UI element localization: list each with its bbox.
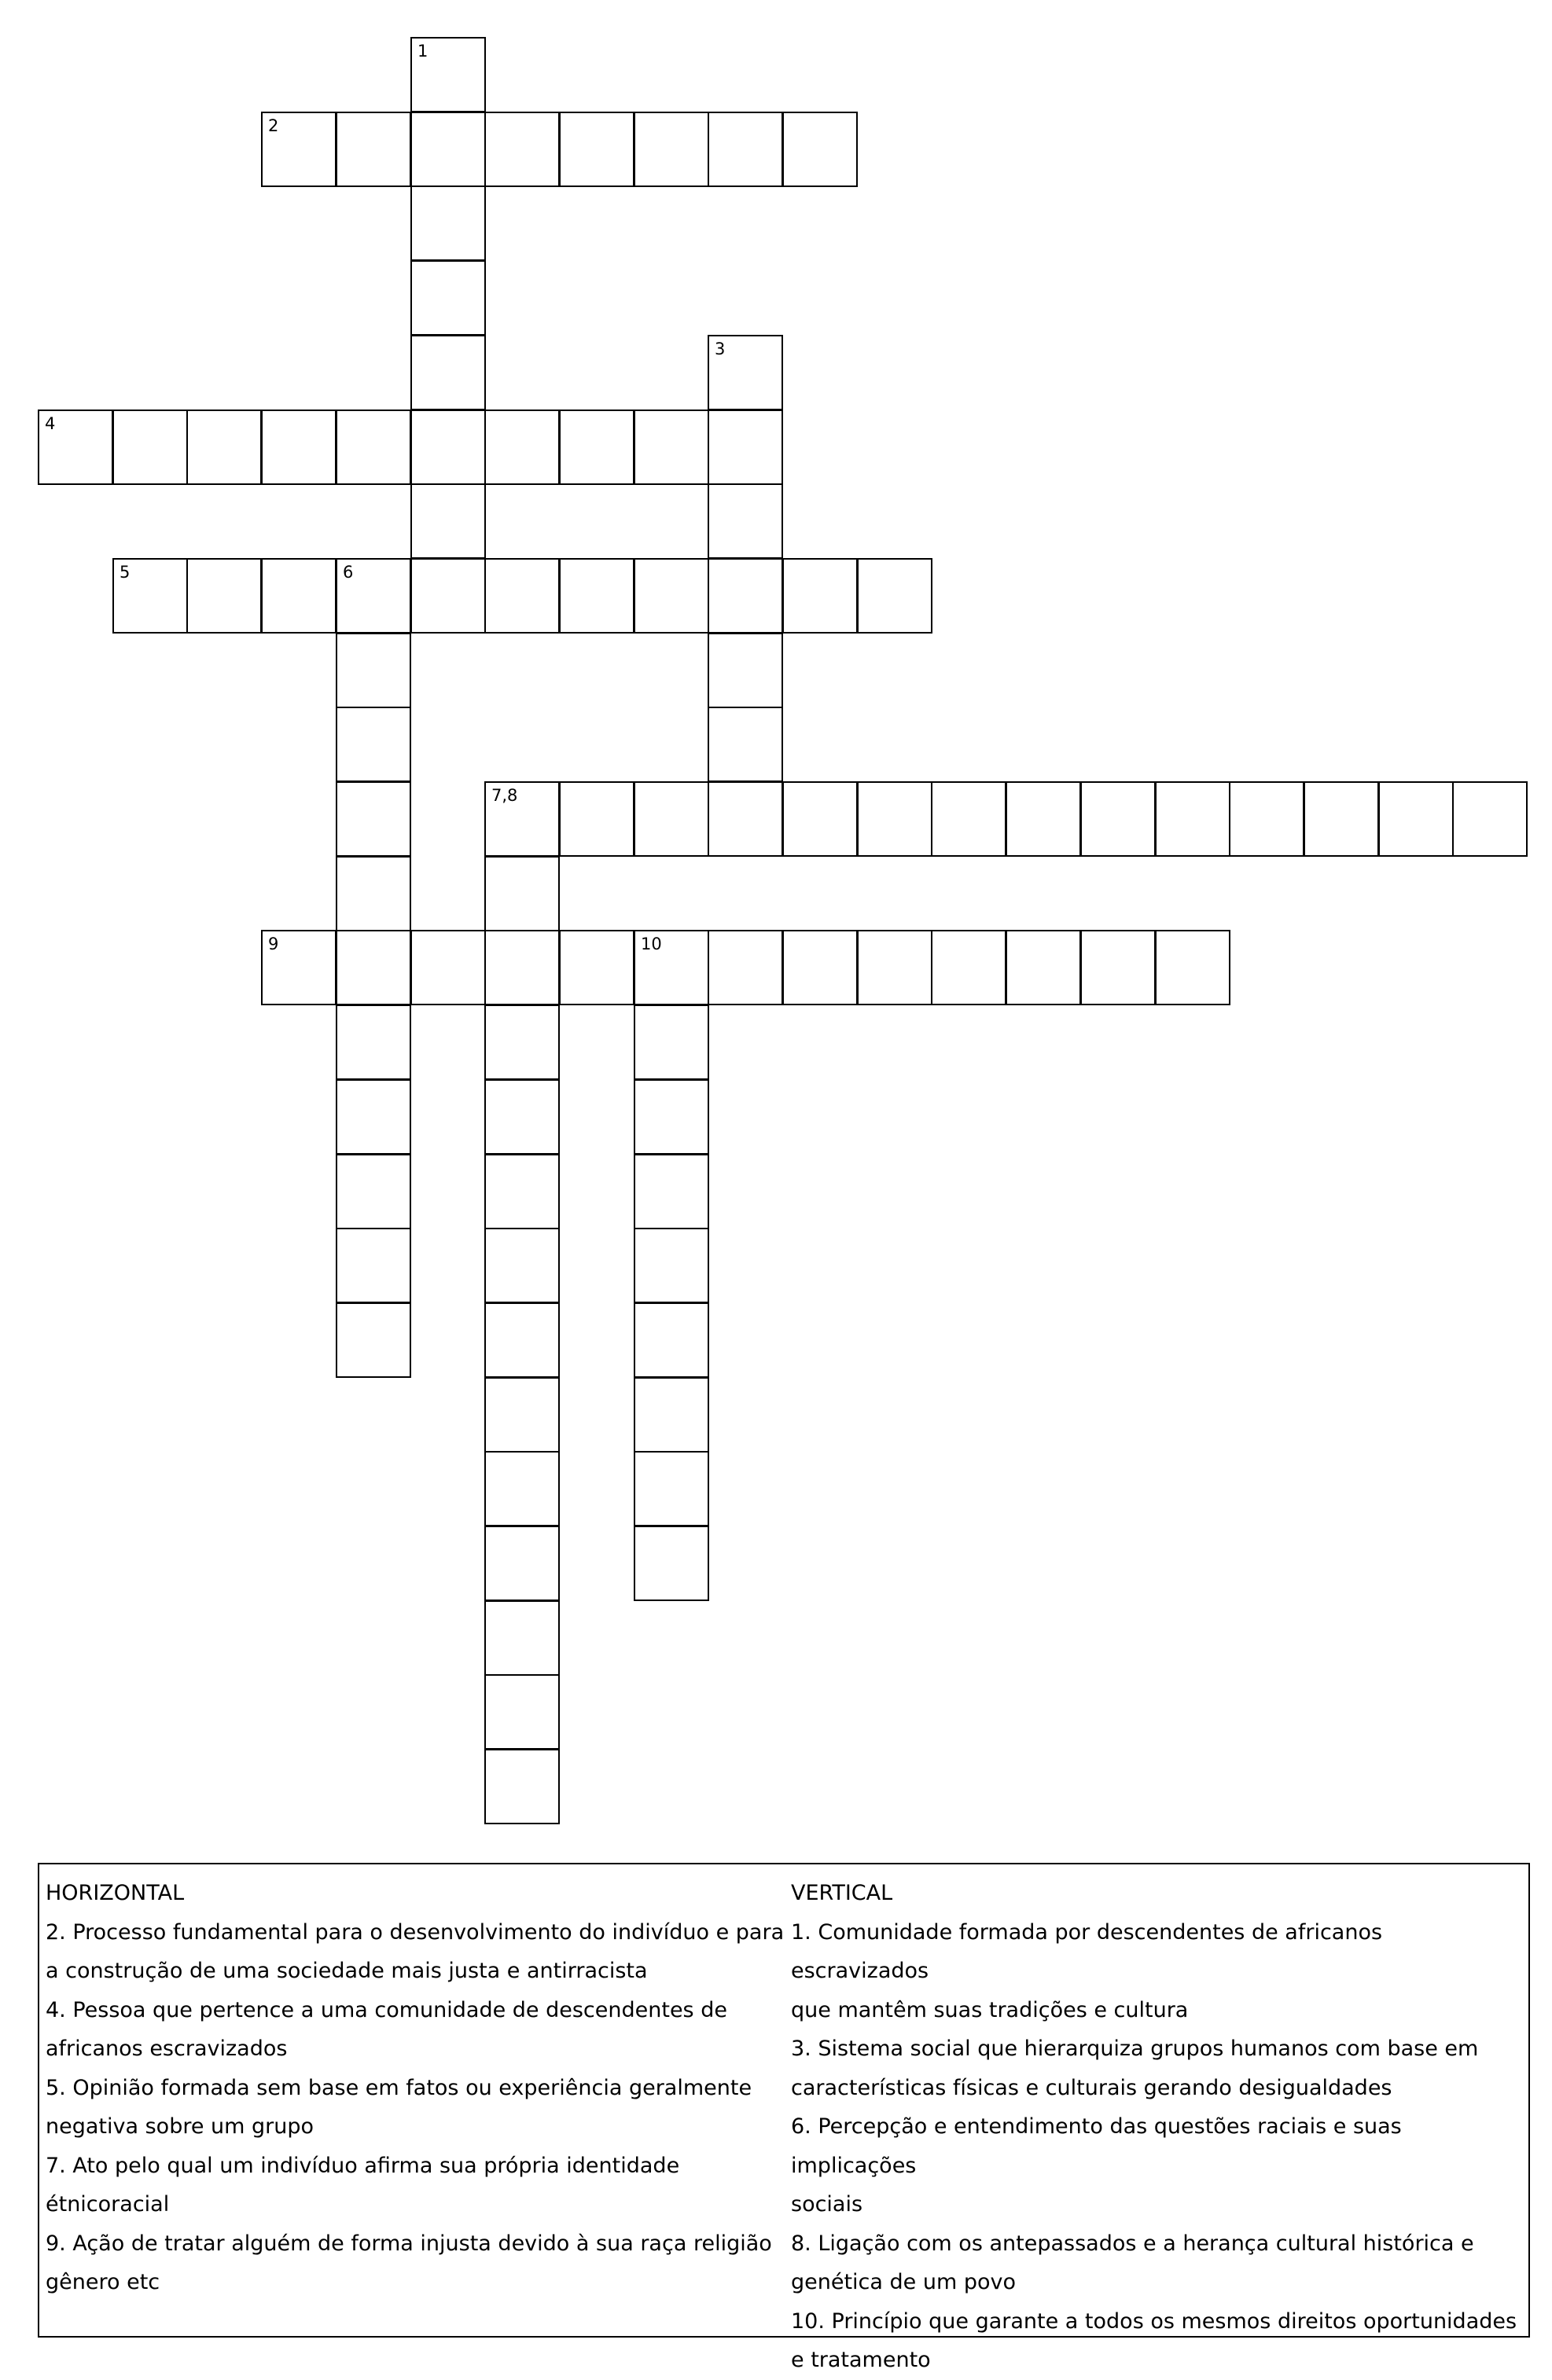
clue-line: gênero etc [46, 2270, 160, 2294]
clue-line: 4. Pessoa que pertence a uma comunidade de descendentes de [46, 1997, 727, 2022]
clue-line: a construção de uma sociedade mais justa e antirracista [46, 1959, 648, 1983]
grid-cell[interactable] [1452, 781, 1528, 857]
grid-cell[interactable] [484, 1154, 560, 1229]
grid-cell[interactable] [634, 781, 709, 857]
grid-cell[interactable] [1155, 781, 1230, 857]
grid-cell[interactable] [38, 410, 113, 485]
grid-cell[interactable] [484, 1377, 560, 1453]
clue-line: 10. Princípio que garante a todos os mesmos direitos oportunidades [791, 2308, 1517, 2334]
grid-cell[interactable] [484, 1302, 560, 1378]
grid-cell[interactable] [634, 1302, 709, 1378]
grid-cell[interactable] [186, 410, 262, 485]
grid-cell[interactable] [484, 558, 560, 634]
clue-line: étnicoracial [46, 2192, 170, 2217]
grid-cell[interactable] [559, 112, 634, 187]
clue-line: negativa sobre um grupo [46, 2114, 314, 2139]
clue-line: 6. Percepção e entendimento das questões raciais e suas implicações [791, 2114, 1402, 2178]
clue-number: 9 [268, 935, 279, 953]
grid-cell[interactable] [1006, 781, 1081, 857]
grid-cell[interactable] [112, 410, 188, 485]
grid-cell[interactable] [559, 558, 634, 634]
grid-cell[interactable] [1006, 930, 1081, 1005]
clue-number: 6 [343, 563, 354, 582]
clue-line: e tratamento [791, 2348, 931, 2372]
grid-cell[interactable] [708, 781, 783, 857]
grid-cell[interactable] [1304, 781, 1379, 857]
grid-cell[interactable] [634, 1451, 709, 1526]
clue-line: características físicas e culturais gerando desigualdades [791, 2075, 1392, 2100]
clue-line: 7. Ato pelo qual um indivíduo afirma sua própria identidade [46, 2153, 680, 2178]
grid-cell[interactable] [782, 781, 858, 857]
grid-cell[interactable] [410, 558, 486, 634]
grid-cell[interactable] [1378, 781, 1454, 857]
grid-cell[interactable] [336, 633, 411, 708]
grid-cell[interactable] [336, 558, 411, 634]
vertical-clues [791, 1874, 1524, 2380]
grid-cell[interactable] [410, 37, 486, 112]
grid-cell[interactable] [708, 112, 783, 187]
grid-cell[interactable] [261, 410, 337, 485]
grid-cell[interactable] [782, 930, 858, 1005]
clue-number: 1 [417, 42, 428, 61]
grid-cell[interactable] [1229, 781, 1304, 857]
grid-cell[interactable] [634, 1526, 709, 1601]
grid-cell[interactable] [484, 410, 560, 485]
grid-cell[interactable] [1155, 930, 1230, 1005]
grid-cell[interactable] [634, 558, 709, 634]
grid-cell[interactable] [484, 1005, 560, 1080]
grid-cell[interactable] [857, 930, 932, 1005]
grid-cell[interactable] [1080, 930, 1156, 1005]
grid-cell[interactable] [186, 558, 262, 634]
grid-cell[interactable] [410, 112, 486, 187]
grid-cell[interactable] [484, 930, 560, 1005]
grid-cell[interactable] [931, 781, 1006, 857]
clue-line: 5. Opinião formada sem base em fatos ou experiência geralmente [46, 2075, 752, 2100]
grid-cell[interactable] [708, 483, 783, 559]
grid-cell[interactable] [634, 410, 709, 485]
clue-number: 4 [45, 414, 56, 433]
grid-cell[interactable] [857, 781, 932, 857]
grid-cell[interactable] [484, 856, 560, 931]
grid-cell[interactable] [931, 930, 1006, 1005]
vertical-title: VERTICAL [791, 1881, 893, 1905]
grid-cell[interactable] [559, 410, 634, 485]
grid-cell[interactable] [261, 930, 337, 1005]
grid-cell[interactable] [708, 633, 783, 708]
grid-cell[interactable] [708, 410, 783, 485]
horizontal-title: HORIZONTAL [46, 1881, 185, 1905]
grid-cell[interactable] [484, 1600, 560, 1676]
grid-cell[interactable] [634, 1228, 709, 1303]
grid-cell[interactable] [634, 1154, 709, 1229]
grid-cell[interactable] [484, 1451, 560, 1526]
grid-cell[interactable] [634, 1377, 709, 1453]
clue-line: genética de um povo [791, 2270, 1017, 2294]
clue-line: africanos escravizados [46, 2037, 288, 2061]
clue-line: 2. Processo fundamental para o desenvolvimento do indivíduo e para [46, 1919, 785, 1945]
grid-cell[interactable] [708, 558, 783, 634]
grid-cell[interactable] [484, 1674, 560, 1750]
grid-cell[interactable] [336, 707, 411, 782]
grid-cell[interactable] [336, 1302, 411, 1378]
grid-cell[interactable] [410, 930, 486, 1005]
grid-cell[interactable] [261, 558, 337, 634]
grid-cell[interactable] [484, 1079, 560, 1155]
grid-cell[interactable] [336, 781, 411, 857]
grid-cell[interactable] [782, 558, 858, 634]
grid-cell[interactable] [857, 558, 932, 634]
clue-number: 2 [268, 116, 279, 135]
grid-cell[interactable] [336, 1005, 411, 1080]
grid-cell[interactable] [708, 335, 783, 410]
grid-cell[interactable] [336, 1228, 411, 1303]
grid-cell[interactable] [336, 1154, 411, 1229]
grid-cell[interactable] [410, 483, 486, 559]
clue-number: 7,8 [491, 786, 518, 805]
grid-cell[interactable] [559, 930, 634, 1005]
grid-cell[interactable] [1080, 781, 1156, 857]
grid-cell[interactable] [484, 1526, 560, 1601]
grid-cell[interactable] [484, 781, 560, 857]
grid-cell[interactable] [634, 930, 709, 1005]
grid-cell[interactable] [782, 112, 858, 187]
grid-cell[interactable] [634, 112, 709, 187]
grid-cell[interactable] [112, 558, 188, 634]
grid-cell[interactable] [484, 112, 560, 187]
grid-cell[interactable] [261, 112, 337, 187]
clues-box [38, 1863, 1530, 2372]
horizontal-clues [46, 1874, 791, 2302]
clue-line: 9. Ação de tratar alguém de forma injusta devido à sua raça religião [46, 2231, 772, 2256]
grid-cell[interactable] [410, 185, 486, 261]
clue-line: sociais [791, 2192, 863, 2217]
grid-cell[interactable] [336, 112, 411, 187]
grid-cell[interactable] [634, 1005, 709, 1080]
grid-cell[interactable] [559, 781, 634, 857]
clue-number: 10 [641, 935, 662, 953]
clue-line: 3. Sistema social que hierarquiza grupos humanos com base em [791, 2037, 1479, 2061]
grid-cell[interactable] [410, 335, 486, 410]
clue-number: 5 [120, 563, 131, 582]
clue-line: 1. Comunidade formada por descendentes de africanos escravizados [791, 1919, 1383, 1983]
grid-cell[interactable] [410, 260, 486, 336]
clue-number: 3 [715, 340, 726, 358]
grid-cell[interactable] [634, 1079, 709, 1155]
grid-cell[interactable] [336, 856, 411, 931]
grid-cell[interactable] [336, 1079, 411, 1155]
grid-cell[interactable] [336, 930, 411, 1005]
grid-cell[interactable] [410, 410, 486, 485]
clue-line: que mantêm suas tradições e cultura [791, 1997, 1189, 2022]
grid-cell[interactable] [708, 930, 783, 1005]
grid-cell[interactable] [484, 1228, 560, 1303]
grid-cell[interactable] [708, 707, 783, 782]
grid-cell[interactable] [336, 410, 411, 485]
clue-line: 8. Ligação com os antepassados e a herança cultural histórica e [791, 2231, 1474, 2256]
grid-cell[interactable] [484, 1749, 560, 1824]
